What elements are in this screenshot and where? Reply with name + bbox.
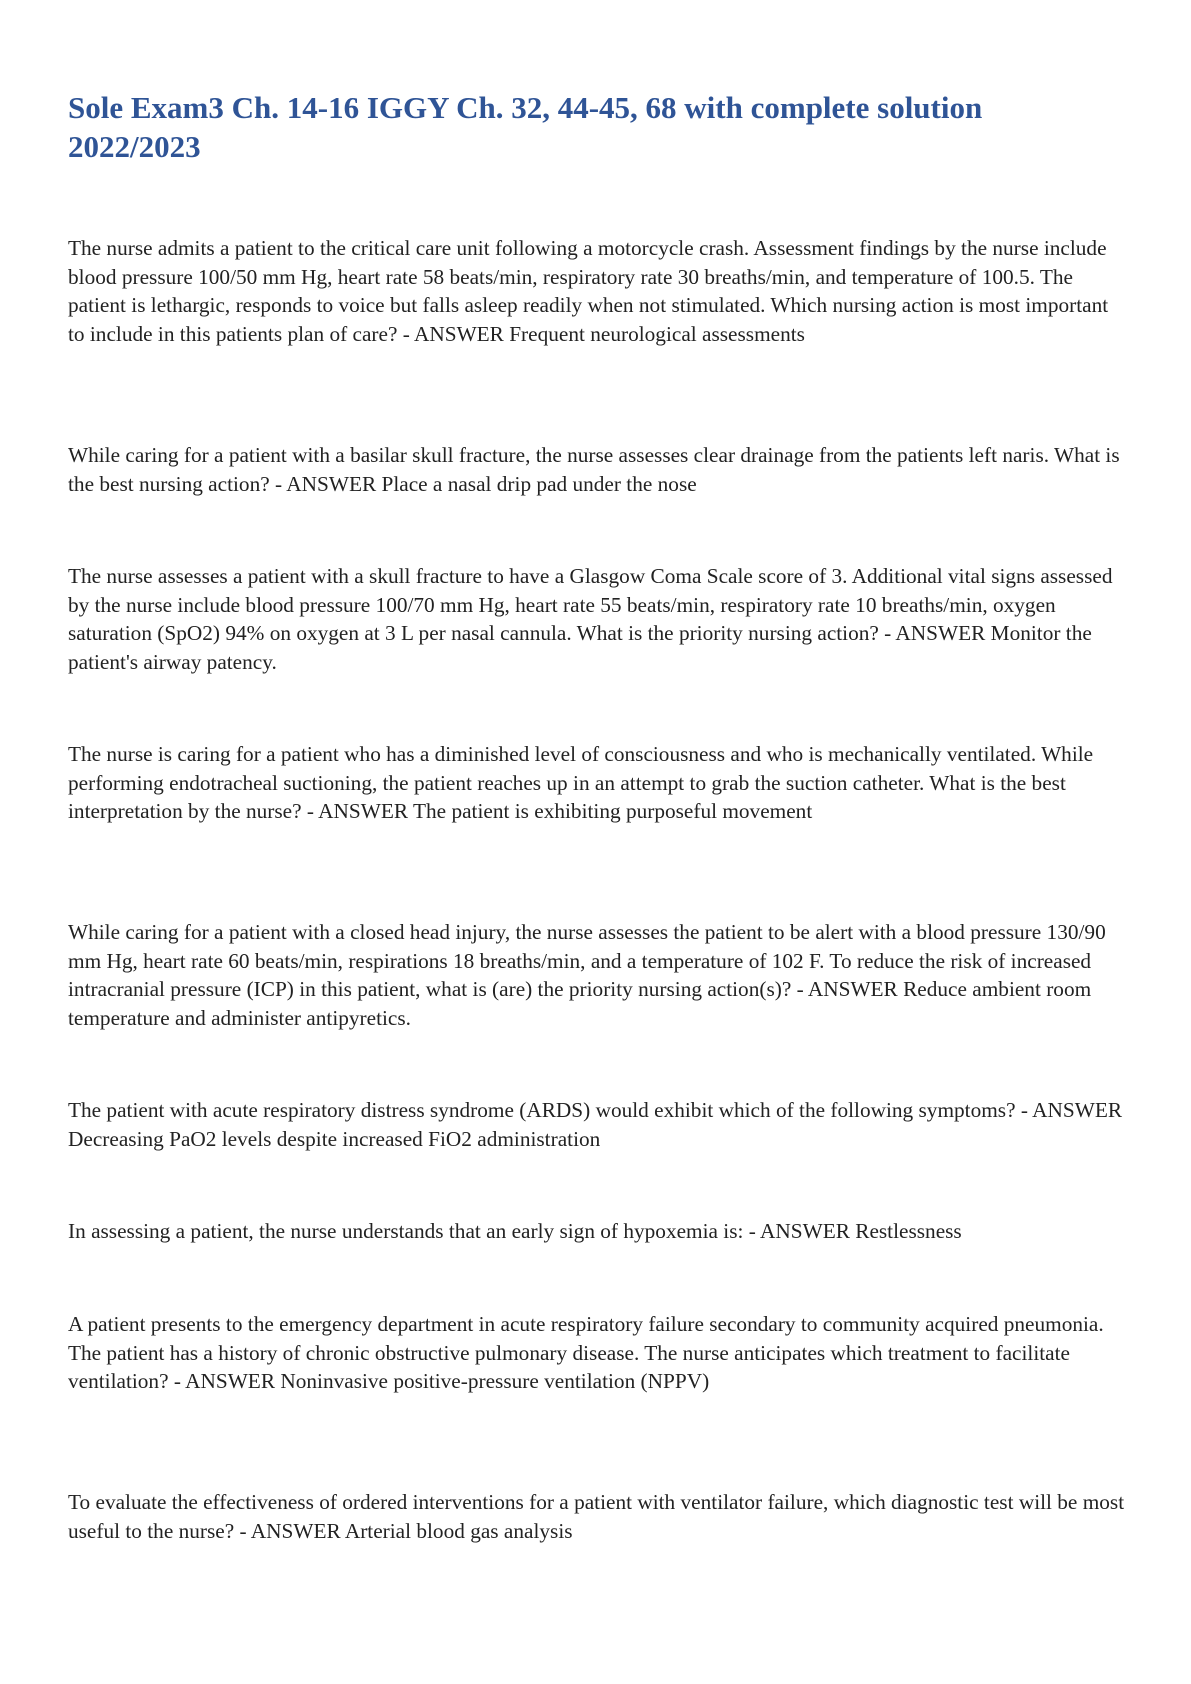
qa-item: While caring for a patient with a closed head injury, the nurse assesses the patient to be alert with a blood pressure 130/90 mm Hg, heart rate 60 beats/min, respirations 18 breaths/min, and a temperature of 102 F. To reduce the risk of increased intracranial pressure (ICP) in this patient, what is (are) the priority nursing action(s)? - ANSWER Reduce ambient room temperature and administer antipyretics. xyxy=(68,920,1106,1030)
qa-item: In assessing a patient, the nurse understands that an early sign of hypoxemia is: - ANSWER Restlessness xyxy=(68,1219,962,1243)
qa-item: The nurse assesses a patient with a skull fracture to have a Glasgow Coma Scale score of 3. Additional vital signs assessed by the nurse include blood pressure 100/70 mm Hg, heart rate 55 beats/min, respiratory rate 10 breaths/min, oxygen saturation (SpO2) 94% on oxygen at 3 L per nasal cannula. What is the priority nursing action? - ANSWER Monitor the patient's airway patency. xyxy=(68,564,1113,674)
qa-item: To evaluate the effectiveness of ordered interventions for a patient with ventilator failure, which diagnostic test will be most useful to the nurse? - ANSWER Arterial blood gas analysis xyxy=(68,1490,1125,1543)
qa-item: The nurse is caring for a patient who has a diminished level of consciousness and who is mechanically ventilated. While performing endotracheal suctioning, the patient reaches up in an attempt to grab the suction catheter. What is the best interpretation by the nurse? - ANSWER The patient is exhibiting purposeful movement xyxy=(68,742,1094,824)
qa-item: While caring for a patient with a basilar skull fracture, the nurse assesses clear drainage from the patients left naris. What is the best nursing action? - ANSWER Place a nasal drip pad under the nose xyxy=(68,443,1120,496)
qa-item: The nurse admits a patient to the critical care unit following a motorcycle crash. Assessment findings by the nurse include blood pressure 100/50 mm Hg, heart rate 58 beats/min, respiratory rate 30 breaths/min, and temperature of 100.5. The patient is lethargic, responds to voice but falls asleep readily when not stimulated. Which nursing action is most important to include in this patients plan of care? - ANSWER Frequent neurological assessments xyxy=(68,236,1109,346)
page-title: Sole Exam3 Ch. 14-16 IGGY Ch. 32, 44-45, 68 with complete solution 2022/2023 xyxy=(68,90,983,164)
qa-item: The patient with acute respiratory distress syndrome (ARDS) would exhibit which of the following symptoms? - ANSWER Decreasing PaO2 levels despite increased FiO2 administration xyxy=(68,1098,1123,1151)
qa-item: A patient presents to the emergency department in acute respiratory failure secondary to community acquired pneumonia. The patient has a history of chronic obstructive pulmonary disease. The nurse anticipates which treatment to facilitate ventilation? - ANSWER Noninvasive positive-pressure ventilation (NPPV) xyxy=(68,1312,1104,1394)
